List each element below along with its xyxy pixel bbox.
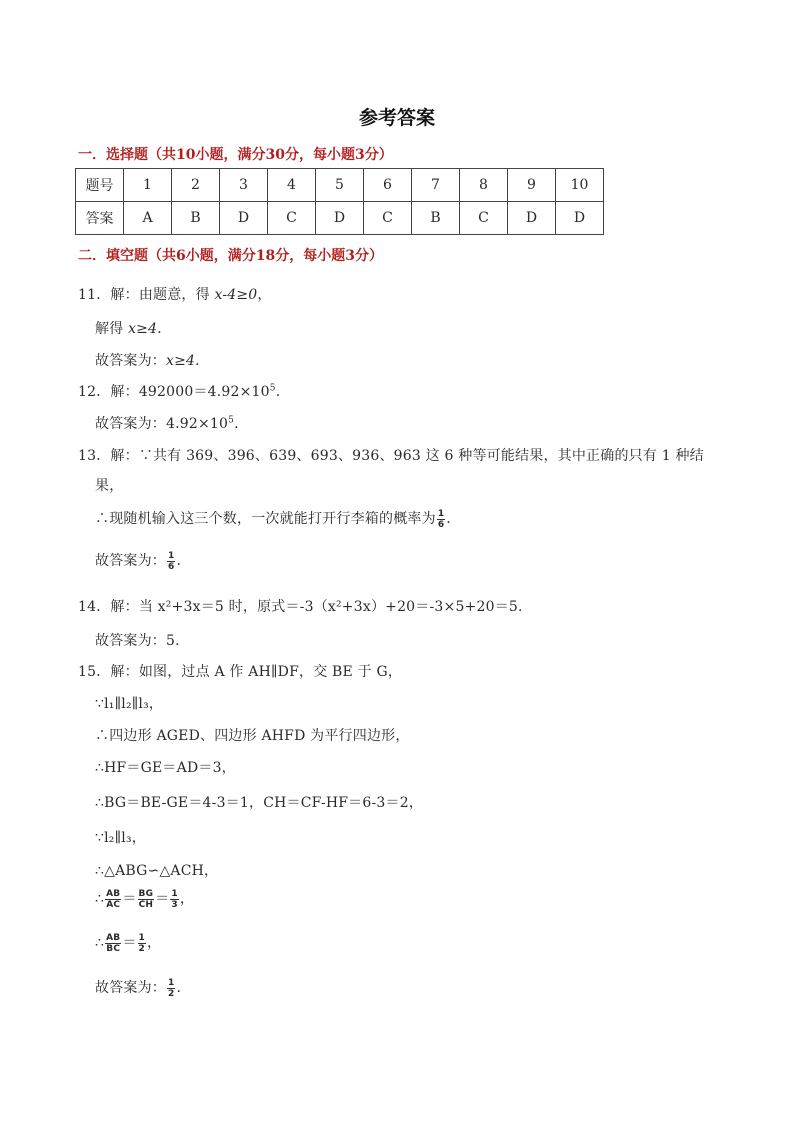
table-cell: D bbox=[316, 202, 364, 235]
equals-sign: ＝ bbox=[122, 891, 137, 907]
q12-punct: . bbox=[234, 416, 239, 432]
q11-punct: ． bbox=[195, 353, 210, 369]
page-title: 参考答案 bbox=[358, 107, 435, 129]
therefore-symbol: ∴ bbox=[95, 891, 105, 907]
table-cell: 3 bbox=[220, 169, 268, 202]
fraction-numerator: AB bbox=[106, 888, 121, 899]
q15-text: 故答案为： bbox=[95, 980, 166, 996]
table-cell: 9 bbox=[508, 169, 556, 202]
fraction-numerator: AB bbox=[106, 932, 121, 943]
q12-line-2 bbox=[95, 413, 239, 433]
q11-text: 解得 bbox=[95, 321, 129, 337]
q14-line-2: 故答案为：5. bbox=[95, 633, 180, 649]
q15-line-7: ∴△ABG∽△ACH， bbox=[95, 863, 219, 879]
fraction-denominator: BC bbox=[106, 943, 121, 954]
section-heading-fill: 二．填空题（共6小题，满分18分，每小题3分） bbox=[78, 248, 383, 264]
fraction-numerator: 1 bbox=[171, 888, 178, 899]
fraction-numerator: 1 bbox=[437, 508, 445, 519]
table-cell: 1 bbox=[124, 169, 172, 202]
table-row-answers bbox=[76, 202, 604, 235]
q12-punct: . bbox=[275, 384, 281, 400]
q12-exponent: 5 bbox=[228, 415, 235, 426]
fraction bbox=[437, 509, 445, 530]
fraction-denominator: 2 bbox=[168, 988, 175, 999]
q12-exponent: 5 bbox=[269, 383, 276, 394]
fraction bbox=[170, 889, 178, 910]
answer-table bbox=[75, 168, 604, 235]
fraction-numerator: 1 bbox=[138, 932, 146, 943]
q12-line-1 bbox=[78, 381, 280, 401]
table-cell: B bbox=[172, 202, 220, 235]
q11-math: x≥4 bbox=[128, 321, 158, 337]
fraction bbox=[138, 889, 155, 910]
table-cell: 2 bbox=[172, 169, 220, 202]
q14-line-1: 14．解：当 x²+3x＝5 时，原式＝-3（x²+3x）+20＝-3×5+20＝5. bbox=[78, 599, 523, 615]
q15-line-6: ∵l₂∥l₃， bbox=[95, 830, 146, 846]
q15-line-2: ∵l₁∥l₂∥l₃， bbox=[95, 696, 164, 712]
q13-line-3 bbox=[95, 550, 181, 572]
q11-line-2 bbox=[95, 318, 171, 338]
table-cell: D bbox=[556, 202, 604, 235]
q15-line-9 bbox=[95, 932, 161, 954]
punct: ， bbox=[147, 935, 162, 951]
fraction-denominator: 6 bbox=[168, 561, 175, 572]
table-cell: D bbox=[220, 202, 268, 235]
table-header-cell: 答案 bbox=[76, 202, 124, 235]
q13-punct: . bbox=[176, 553, 182, 569]
fraction-denominator: 3 bbox=[171, 899, 178, 910]
table-cell: B bbox=[412, 202, 460, 235]
q11-math: x-4≥0 bbox=[214, 287, 258, 303]
fraction bbox=[105, 933, 121, 954]
table-cell: C bbox=[268, 202, 316, 235]
q13-line-1: 13．解：∵共有 369、396、639、693、936、963 这 6 种等可能结果，其中正确的只有 1 种结 bbox=[78, 448, 704, 464]
q11-punct: ， bbox=[257, 287, 272, 303]
q11-line-3 bbox=[95, 350, 209, 370]
fraction-denominator: AC bbox=[106, 899, 121, 910]
q13-punct: . bbox=[446, 511, 451, 527]
table-cell: 6 bbox=[364, 169, 412, 202]
punct: ， bbox=[179, 891, 195, 907]
q15-line-8 bbox=[95, 888, 194, 910]
table-cell: C bbox=[460, 202, 508, 235]
fraction-numerator: 1 bbox=[168, 977, 175, 988]
table-cell: C bbox=[364, 202, 412, 235]
q11-math: x≥4 bbox=[166, 353, 196, 369]
table-cell: 4 bbox=[268, 169, 316, 202]
q15-punct: . bbox=[176, 980, 182, 996]
table-cell: 8 bbox=[460, 169, 508, 202]
q12-text: 故答案为：4.92×10 bbox=[95, 416, 229, 432]
fraction-denominator: CH bbox=[138, 899, 154, 910]
q15-line-3: ∴四边形 AGED、四边形 AHFD 为平行四边形， bbox=[95, 728, 410, 744]
table-cell: A bbox=[124, 202, 172, 235]
table-cell: 10 bbox=[556, 169, 604, 202]
q15-line-1: 15．解：如图，过点 A 作 AH∥DF，交 BE 于 G， bbox=[78, 664, 403, 680]
table-cell: 5 bbox=[316, 169, 364, 202]
q11-text: 故答案为： bbox=[95, 353, 166, 369]
therefore-symbol: ∴ bbox=[95, 935, 105, 951]
q11-line-1 bbox=[78, 284, 272, 304]
q13-text: ∴现随机输入这三个数，一次就能打开行李箱的概率为 bbox=[95, 511, 436, 527]
fraction bbox=[167, 978, 175, 999]
q13-text: 故答案为： bbox=[95, 553, 166, 569]
equals-sign: ＝ bbox=[122, 935, 137, 951]
fraction-numerator: 1 bbox=[168, 550, 175, 561]
table-cell: D bbox=[508, 202, 556, 235]
fraction-denominator: 6 bbox=[437, 519, 445, 530]
q13-line-2 bbox=[95, 508, 451, 530]
q13-line-1b: 果， bbox=[95, 478, 124, 494]
fraction-denominator: 2 bbox=[138, 943, 146, 954]
section-heading-choice: 一．选择题（共10小题，满分30分，每小题3分） bbox=[78, 147, 393, 163]
q11-punct: ． bbox=[157, 321, 172, 337]
q15-line-5: ∴BG＝BE-GE＝4-3＝1，CH＝CF-HF＝6-3＝2， bbox=[95, 795, 424, 811]
equals-sign: ＝ bbox=[155, 891, 170, 907]
table-row-numbers bbox=[76, 169, 604, 202]
fraction bbox=[138, 933, 146, 954]
q12-text: 12．解：492000＝4.92×10 bbox=[78, 384, 270, 400]
q15-line-10 bbox=[95, 977, 181, 999]
fraction bbox=[105, 889, 121, 910]
fraction bbox=[167, 551, 175, 572]
q15-line-4: ∴HF＝GE＝AD＝3， bbox=[95, 760, 236, 776]
q11-text: 11．解：由题意，得 bbox=[78, 287, 215, 303]
table-cell: 7 bbox=[412, 169, 460, 202]
fraction-numerator: BG bbox=[138, 888, 154, 899]
table-header-cell: 题号 bbox=[76, 169, 124, 202]
